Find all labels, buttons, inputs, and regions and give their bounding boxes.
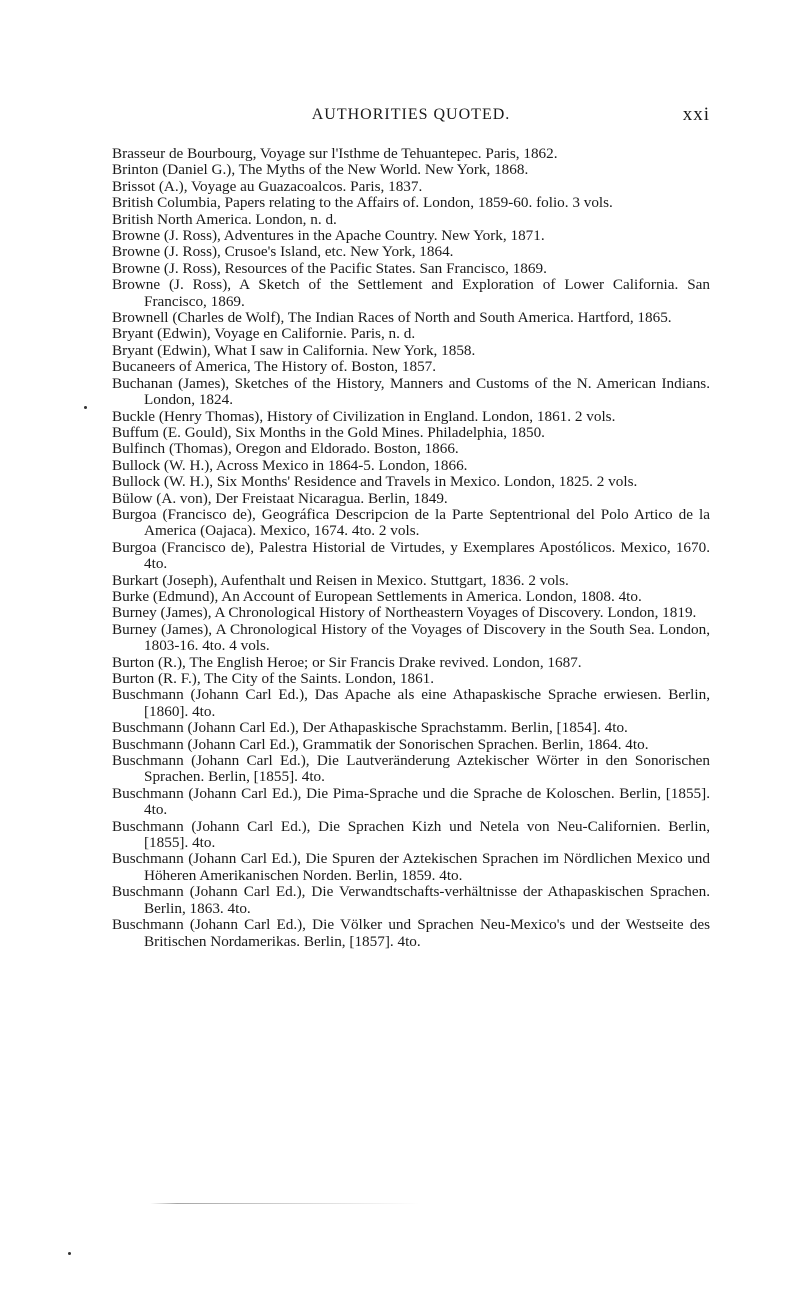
running-title: AUTHORITIES QUOTED. (311, 106, 511, 123)
bibliography-entry: Browne (J. Ross), Crusoe's Island, etc. New York, 1864. (112, 243, 454, 261)
bibliography-entry: Bryant (Edwin), Voyage en Californie. Paris, n. d. (112, 325, 416, 343)
scan-underline-smudge (150, 1203, 420, 1204)
bibliography-entry: Buschmann (Johann Carl Ed.), Das Apache als eine Athapaskische Sprache erwiesen. Berlin, [1860]. 4to. (112, 686, 710, 720)
bibliography-entry: Bullock (W. H.), Six Months' Residence and Travels in Mexico. London, 1825. 2 vols. (112, 473, 638, 491)
bibliography-entry: Bryant (Edwin), What I saw in California. New York, 1858. (112, 341, 476, 359)
bibliography-entry: Burton (R.), The English Heroe; or Sir Francis Drake revived. London, 1687. (112, 653, 582, 671)
bibliography-entry: Buckle (Henry Thomas), History of Civilization in England. London, 1861. 2 vols. (112, 407, 616, 425)
bibliography-entry: Bulfinch (Thomas), Oregon and Eldorado. Boston, 1866. (112, 440, 459, 458)
bibliography-entry: Burney (James), A Chronological History of the Voyages of Discovery in the South Sea. London, 1803-16. 4to. 4 vols. (112, 620, 710, 655)
bibliography-entry: Brissot (A.), Voyage au Guazacoalcos. Paris, 1837. (112, 177, 423, 195)
bibliography-entry: Buschmann (Johann Carl Ed.), Die Pima-Sprache und die Sprache de Koloschen. Berlin, [1855]. 4to. (112, 784, 710, 819)
bibliography-list (112, 146, 710, 950)
bibliography-entry: Burke (Edmund), An Account of European Settlements in America. London, 1808. 4to. (112, 587, 642, 605)
bibliography-entry: Buschmann (Johann Carl Ed.), Die Lautveränderung Aztekischer Wörter in den Sonorischen Sprachen. Berlin, [1855]. 4to. (112, 752, 710, 786)
bibliography-entry: Buschmann (Johann Carl Ed.), Die Sprachen Kizh und Netela von Neu-Californien. Berlin, [1855]. 4to. (112, 817, 710, 852)
bibliography-entry: Buschmann (Johann Carl Ed.), Die Spuren der Aztekischen Sprachen im Nördlichen Mexico und Höheren Amerikanischen Norden. Berlin, 1859. 4to. (112, 850, 710, 884)
bibliography-entry: Buschmann (Johann Carl Ed.), Der Athapaskische Sprachstamm. Berlin, [1854]. 4to. (112, 719, 628, 737)
bibliography-entry: Buschmann (Johann Carl Ed.), Die Völker und Sprachen Neu-Mexico's und der Westseite des Britischen Nordamerikas. Berlin, [1857]. 4to. (112, 916, 710, 950)
bibliography-entry: Burgoa (Francisco de), Geográfica Descripcion de la Parte Septentrional del Polo Artico de la America (Oajaca). Mexico, 1674. 4to. 2 vols. (112, 505, 710, 540)
bibliography-entry: Brownell (Charles de Wolf), The Indian Races of North and South America. Hartford, 1865. (112, 309, 672, 327)
scan-speck (68, 1252, 71, 1255)
bibliography-entry: Brasseur de Bourbourg, Voyage sur l'Isthme de Tehuantepec. Paris, 1862. (112, 145, 558, 162)
bibliography-entry: Browne (J. Ross), A Sketch of the Settlement and Exploration of Lower California. San Francisco, 1869. (112, 276, 710, 310)
bibliography-entry: Buffum (E. Gould), Six Months in the Gold Mines. Philadelphia, 1850. (112, 423, 545, 441)
bibliography-entry: Browne (J. Ross), Resources of the Pacific States. San Francisco, 1869. (112, 259, 547, 277)
bibliography-entry: Buschmann (Johann Carl Ed.), Grammatik der Sonorischen Sprachen. Berlin, 1864. 4to. (112, 735, 649, 753)
bibliography-entry: Burton (R. F.), The City of the Saints. London, 1861. (112, 670, 435, 687)
bibliography-entry: Burgoa (Francisco de), Palestra Historial de Virtudes, y Exemplares Apostólicos. Mexico, 1670. 4to. (112, 538, 710, 573)
bibliography-entry: Burkart (Joseph), Aufenthalt und Reisen in Mexico. Stuttgart, 1836. 2 vols. (112, 571, 569, 589)
bibliography-entry: Browne (J. Ross), Adventures in the Apache Country. New York, 1871. (112, 227, 545, 245)
bibliography-entry: Burney (James), A Chronological History of Northeastern Voyages of Discovery. London, 1819. (112, 604, 697, 622)
bibliography-entry: Bullock (W. H.), Across Mexico in 1864-5. London, 1866. (112, 456, 468, 474)
scan-speck (84, 406, 87, 409)
bibliography-entry: Buschmann (Johann Carl Ed.), Die Verwandtschafts-verhältnisse der Athapaskischen Sprachen. Berlin, 1863. 4to. (112, 883, 710, 917)
bibliography-entry: British Columbia, Papers relating to the Affairs of. London, 1859-60. folio. 3 vols. (112, 194, 613, 212)
page-number: xxi (682, 104, 710, 125)
bibliography-entry: Bülow (A. von), Der Freistaat Nicaragua. Berlin, 1849. (112, 489, 448, 507)
bibliography-entry: Brinton (Daniel G.), The Myths of the New World. New York, 1868. (112, 161, 529, 179)
page-header (112, 106, 710, 130)
bibliography-entry: British North America. London, n. d. (112, 210, 337, 228)
bibliography-entry: Bucaneers of America, The History of. Boston, 1857. (112, 358, 437, 376)
bibliography-entry: Buchanan (James), Sketches of the History, Manners and Customs of the N. American Indians. London, 1824. (112, 374, 710, 409)
